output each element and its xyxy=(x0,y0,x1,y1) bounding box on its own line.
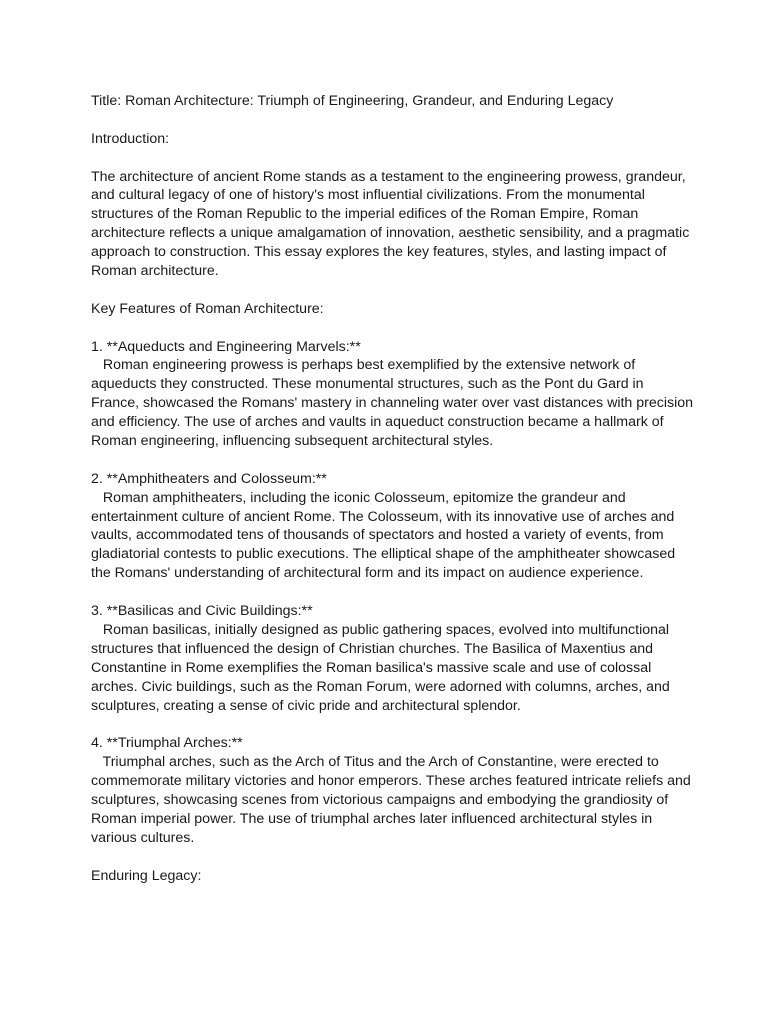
intro-paragraph-line: Roman architecture. xyxy=(91,263,219,280)
section-line: Triumphal arches, such as the Arch of Titus and the Arch of Constantine, were erected to xyxy=(91,754,659,771)
section-line: sculptures, creating a sense of civic pride and architectural splendor. xyxy=(91,697,521,714)
section-line: the Romans' understanding of architectural form and its impact on audience experience. xyxy=(91,565,644,582)
intro-heading: Introduction: xyxy=(91,130,170,147)
section-line: gladiatorial contests to public executions. The elliptical shape of the amphitheater showcased xyxy=(91,546,676,563)
section-line: structures that influenced the design of Christian churches. The Basilica of Maxentius and xyxy=(91,640,654,657)
section-line: and efficiency. The use of arches and vaults in aqueduct construction became a hallmark of xyxy=(91,414,664,431)
legacy-heading: Enduring Legacy: xyxy=(91,867,202,884)
intro-paragraph-line: architecture reflects a unique amalgamation of innovation, aesthetic sensibility, and a pragmatic xyxy=(91,225,690,242)
blank-line xyxy=(91,848,691,867)
section-heading-aqueducts: 1. **Aqueducts and Engineering Marvels:** xyxy=(91,338,361,355)
section-line: Roman amphitheaters, including the iconic Colosseum, epitomize the grandeur and xyxy=(91,489,626,506)
document-body xyxy=(91,92,694,885)
section-heading-basilicas: 3. **Basilicas and Civic Buildings:** xyxy=(91,603,313,620)
section-line: Roman engineering prowess is perhaps best exemplified by the extensive network of xyxy=(91,357,636,374)
blank-line xyxy=(91,583,691,602)
section-heading-amphitheaters: 2. **Amphitheaters and Colosseum:** xyxy=(91,470,327,487)
section-heading-triumphal-arches: 4. **Triumphal Arches:** xyxy=(91,735,243,752)
section-line: sculptures, showcasing scenes from victorious campaigns and embodying the grandiosity of xyxy=(91,791,669,808)
document-title: Title: Roman Architecture: Triumph of Engineering, Grandeur, and Enduring Legacy xyxy=(91,93,614,109)
intro-paragraph-line: The architecture of ancient Rome stands as a testament to the engineering prowess, grandeur, xyxy=(91,168,686,185)
section-line: aqueducts they constructed. These monumental structures, such as the Pont du Gard in xyxy=(91,376,644,393)
blank-line xyxy=(91,319,691,338)
section-line: entertainment culture of ancient Rome. The Colosseum, with its innovative use of arches and xyxy=(91,508,675,525)
section-line: France, showcased the Romans' mastery in channeling water over vast distances with precision xyxy=(91,395,694,412)
section-line: Roman basilicas, initially designed as public gathering spaces, evolved into multifunctional xyxy=(91,621,670,638)
blank-line xyxy=(91,111,691,130)
blank-line xyxy=(91,149,691,168)
blank-line xyxy=(91,451,691,470)
blank-line xyxy=(91,715,691,734)
blank-line xyxy=(91,281,691,300)
section-line: commemorate military victories and honor emperors. These arches featured intricate reliefs and xyxy=(91,773,691,790)
intro-paragraph-line: approach to construction. This essay explores the key features, styles, and lasting impact of xyxy=(91,244,667,261)
features-heading: Key Features of Roman Architecture: xyxy=(91,300,324,317)
section-line: arches. Civic buildings, such as the Roman Forum, were adorned with columns, arches, and xyxy=(91,678,670,695)
intro-paragraph-line: and cultural legacy of one of history's most influential civilizations. From the monumental xyxy=(91,187,645,204)
intro-paragraph-line: structures of the Roman Republic to the imperial edifices of the Roman Empire, Roman xyxy=(91,206,639,223)
section-line: Constantine in Rome exemplifies the Roman basilica's massive scale and use of colossal xyxy=(91,659,652,676)
section-line: vaults, accommodated tens of thousands of spectators and hosted a variety of events, from xyxy=(91,527,664,544)
section-line: Roman imperial power. The use of triumphal arches later influenced architectural styles in xyxy=(91,810,653,827)
section-line: Roman engineering, influencing subsequent architectural styles. xyxy=(91,433,494,450)
section-line: various cultures. xyxy=(91,829,195,846)
